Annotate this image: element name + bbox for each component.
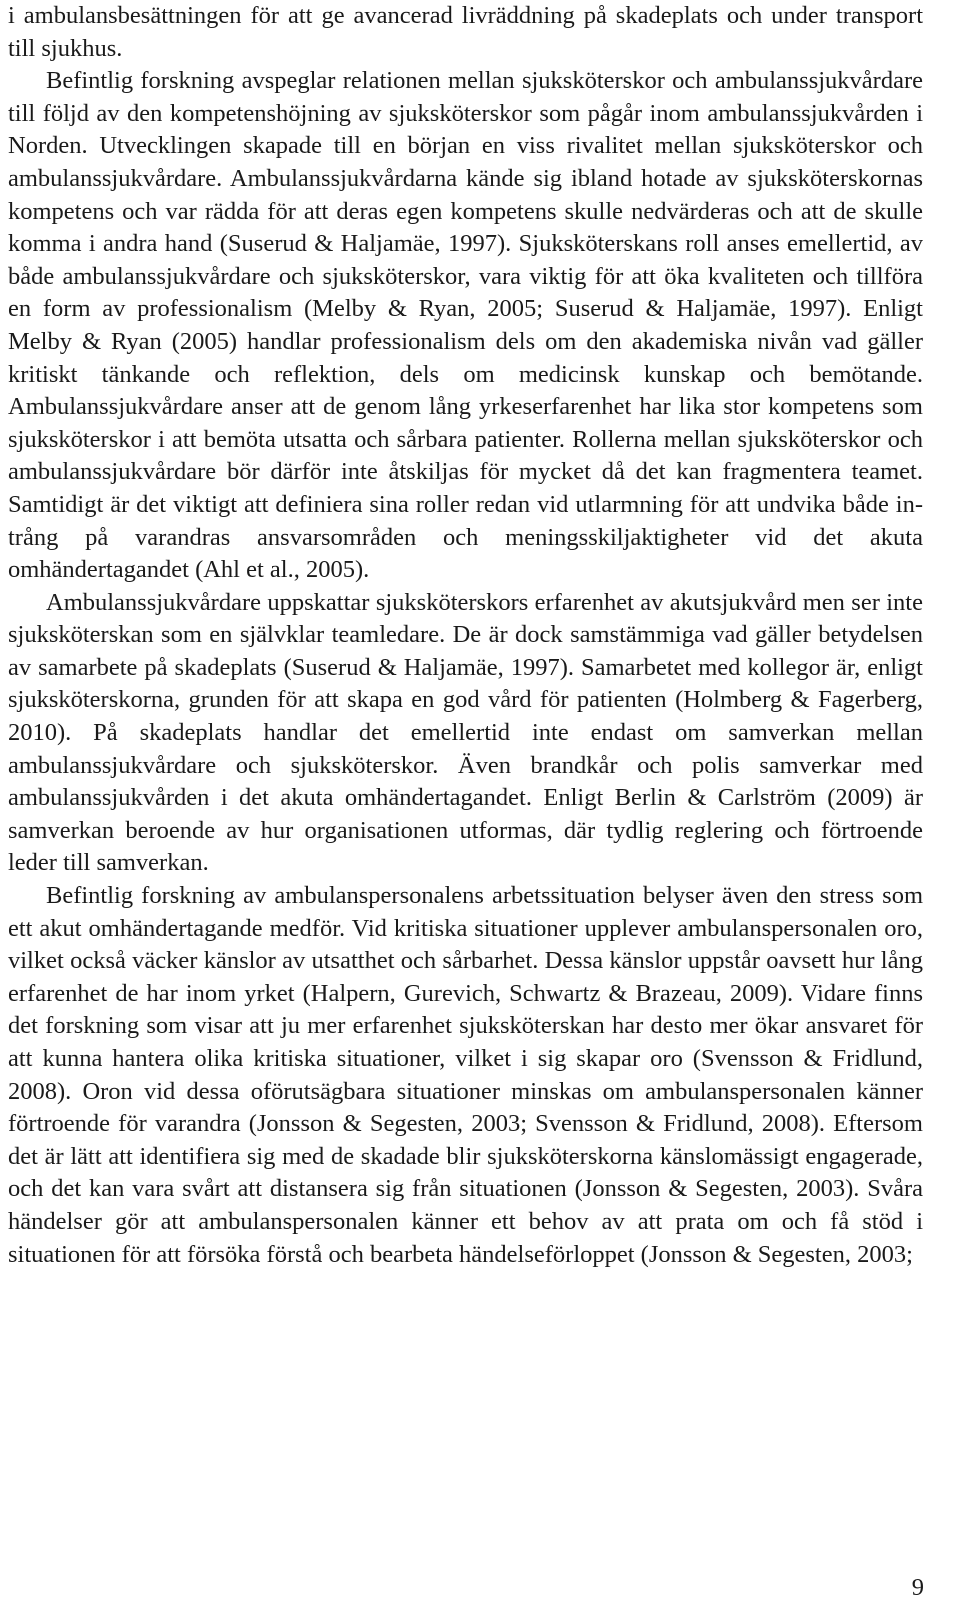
page-number: 9 — [911, 1574, 924, 1601]
paragraph-cooperation: Ambulanssjukvårdare uppskattar sjuksköterskors erfarenhet av akutsjukvård men ser inte sjuksköterskan som en självklar teamledare. De är dock samstämmiga vad gäller betydelsen av samarbete på skadeplats (Suserud & Haljamäe, 1997). Samarbetet med kollegor är, enligt sjuksköterskorna, grunden för att skapa en god vård för patienten (Holmberg & Fagerberg, 2010). På skadeplats handlar det emellertid inte endast om samverkan mellan ambulanssjukvårdare och sjuksköterskor. Även brandkår och polis samverkar med ambulanssjukvården i det akuta omhändertagandet. Enligt Berlin & Carlström (2009) är samverkan beroende av hur organisationen utformas, där tydlig reglering och förtroende leder till samverkan. — [8, 588, 923, 877]
paragraph-continued: i ambulansbesättningen för att ge avancerad livräddning på skadeplats och under transport till sjukhus. — [8, 2, 923, 62]
paragraph-relation-research: Befintlig forskning avspeglar relationen mellan sjuksköterskor och ambulanssjukvårdare till följd av den kompetenshöjning av sjuksköterskor som pågår inom ambulanssjukvården i Norden. Utvecklingen skapade till en början en viss rivalitet mellan sjuksköterskor och ambulanssjukvårdare. Ambulanssjukvårdarna kände sig ibland hotade av sjuksköterskornas kompetens och var rädda för att deras egen kompetens skulle nedvärderas och att de skulle komma i andra hand (Suserud & Haljamäe, 1997). Sjuksköterskans roll anses emellertid, av både ambulanssjukvårdare och sjuksköterskor, vara viktig för att öka kvaliteten och tillföra en form av professionalism (Melby & Ryan, 2005; Suserud & Haljamäe, 1997). Enligt Melby & Ryan (2005) handlar professionalism dels om den akademiska nivån vad gäller kritiskt tänkande och reflektion, dels om medicinsk kunskap och bemötande. Ambulanssjukvårdare anser att de genom lång yrkeserfarenhet har lika stor kompetens som sjuksköterskor i att bemöta utsatta och sårbara patienter. Rollerna mellan sjuksköterskor och ambulanssjukvårdare bör därför inte åtskiljas för mycket då det kan fragmentera teamet. Samtidigt är det viktigt att definiera sina roller redan vid utlarmning för att undvika både intrång på varandras ansvarsområden och meningsskiljaktigheter vid det akuta omhändertagandet (Ahl et al., 2005). — [8, 67, 923, 584]
body-text — [8, 0, 923, 1271]
paragraph-stress-research: Befintlig forskning av ambulanspersonalens arbetssituation belyser även den stress som ett akut omhändertagande medför. Vid kritiska situationer upplever ambulanspersonalen oro, vilket också väcker känslor av utsatthet och sårbarhet. Dessa känslor uppstår oavsett hur lång erfarenhet de har inom yrket (Halpern, Gurevich, Schwartz & Brazeau, 2009). Vidare finns det forskning som visar att ju mer erfarenhet sjuksköterskan har desto mer ökar ansvaret för att kunna hantera olika kritiska situationer, vilket i sig skapar oro (Svensson & Fridlund, 2008). Oron vid dessa oförutsägbara situationer minskas om ambulanspersonalen känner förtroende för varandra (Jonsson & Segesten, 2003; Svensson & Fridlund, 2008). Eftersom det är lätt att identifiera sig med de skadade blir sjuksköterskorna känslomässigt engagerade, och det kan vara svårt att distansera sig från situationen (Jonsson & Segesten, 2003). Svåra händelser gör att ambulanspersonalen känner ett behov av att prata om och få stöd i situationen för att försöka förstå och bearbeta händelseförloppet (Jonsson & Segesten, 2003; — [8, 882, 923, 1268]
